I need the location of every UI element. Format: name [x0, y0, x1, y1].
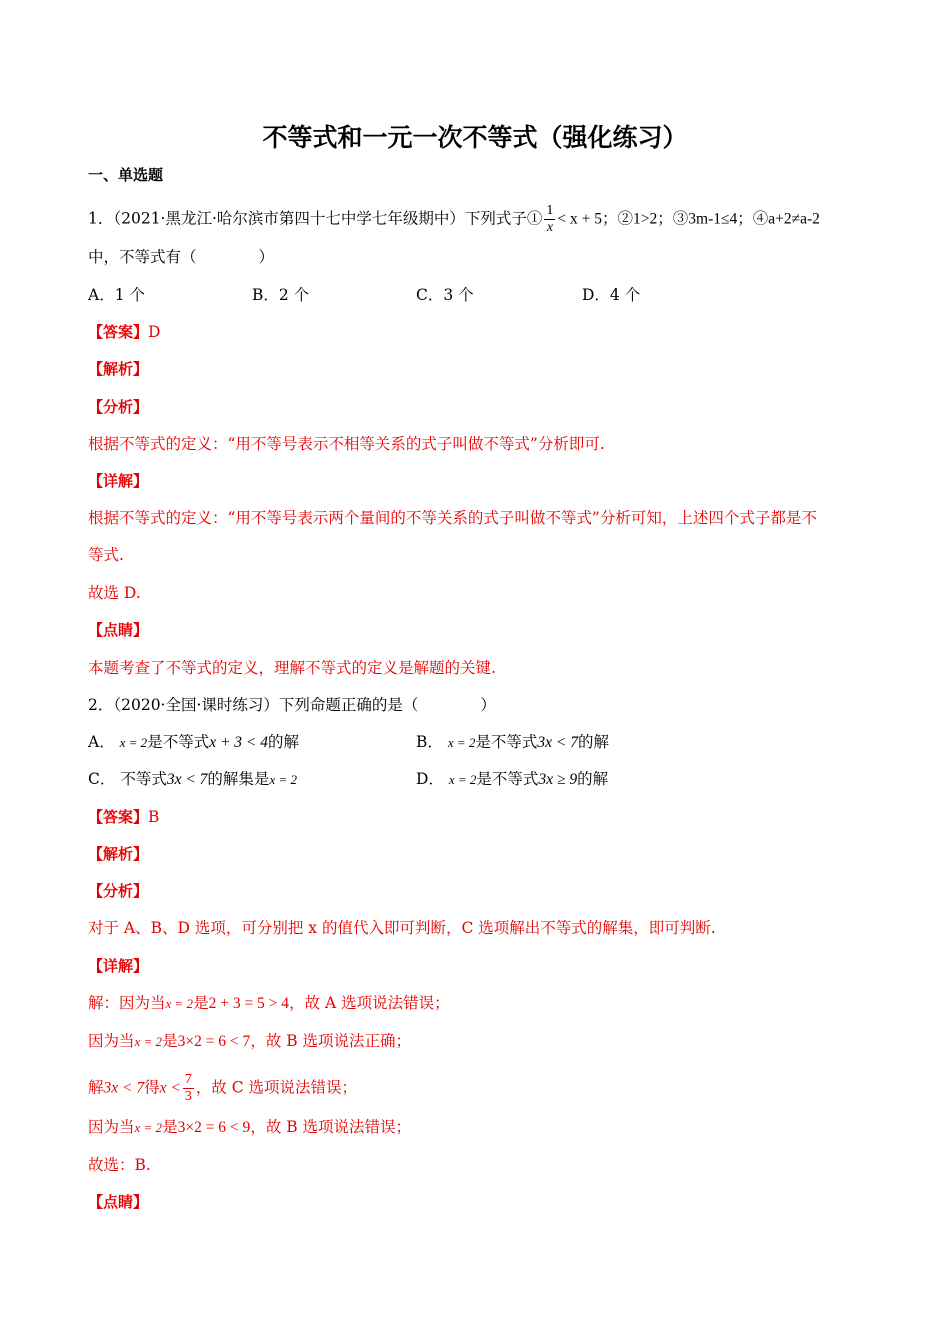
- q2-step-3-denominator: 3: [184, 1089, 192, 1104]
- q2-step-2-expr1: x = 2: [134, 1034, 163, 1049]
- q1-answer-tag: 【答案】: [88, 323, 149, 341]
- q2-dianjing-tag: 【点睛】: [88, 1193, 149, 1211]
- q2-answer-value: B: [148, 808, 160, 826]
- q2-option-c-mid: 的解集是: [207, 770, 270, 788]
- q2-option-b: [416, 732, 609, 753]
- q2-step-1-pre: 解：因为当: [88, 994, 166, 1012]
- q1-fenxi-tag: 【分析】: [88, 398, 149, 416]
- q2-option-d-end: 的解: [577, 770, 609, 788]
- q2-stem-close: ）: [480, 696, 496, 714]
- q2-option-a-end: 的解: [268, 733, 300, 751]
- q2-option-d-expr2: 3x ≥ 9: [538, 771, 578, 788]
- q1-fraction-numerator: 1: [546, 203, 554, 218]
- q2-option-b-label: B．: [416, 733, 443, 751]
- q2-option-c: [88, 769, 297, 790]
- page-title: 不等式和一元一次不等式（强化练习）: [262, 123, 688, 152]
- q2-step-1-mid: 是: [193, 994, 209, 1012]
- q2-option-a-mid: 是不等式: [147, 733, 210, 751]
- q1-jiexi-tag: 【解析】: [88, 360, 149, 378]
- q1-option-b: B．2 个: [252, 286, 310, 304]
- q2-step-2: [88, 1031, 411, 1052]
- q2-xiangjie-tag: 【详解】: [88, 957, 149, 975]
- q1-fraction: [544, 203, 555, 236]
- q2-step-3-expr2: x <: [159, 1079, 181, 1097]
- q2-step-3-end: ，故 C 选项说法错误；: [195, 1078, 358, 1097]
- q2-stem-text: 2．（2020·全国·课时练习）下列命题正确的是（: [88, 696, 419, 714]
- q2-step-4-mid: 是: [162, 1118, 178, 1136]
- section-heading: 一、单选题: [88, 166, 164, 184]
- q2-step-4-expr1: x = 2: [134, 1120, 163, 1135]
- q1-xiangjie-tag: 【详解】: [88, 472, 149, 490]
- q1-detail-3: 故选 D.: [88, 584, 141, 602]
- q2-option-b-mid: 是不等式: [475, 733, 538, 751]
- q2-option-a-expr1: x = 2: [119, 735, 148, 750]
- q1-option-a: A．1 个: [88, 286, 145, 304]
- q2-step-1: [88, 993, 450, 1014]
- q2-option-a-label: A．: [88, 733, 115, 751]
- q1-stem: [88, 203, 820, 236]
- q2-step-4-end: ，故 B 选项说法错误；: [250, 1118, 412, 1136]
- q2-option-a-expr2: x + 3 < 4: [209, 734, 269, 751]
- q2-step-1-expr1: x = 2: [165, 996, 194, 1011]
- q2-answer-tag: 【答案】: [88, 808, 149, 826]
- q2-step-2-pre: 因为当: [88, 1032, 135, 1050]
- q1-prefix: 1．（2021·黑龙江·哈尔滨市第四十七中学七年级期中）下列式子①: [88, 209, 543, 228]
- q2-stem: [88, 695, 496, 715]
- q2-analysis: 对于 A、B、D 选项，可分别把 x 的值代入即可判断，C 选项解出不等式的解集，即可判断.: [88, 919, 716, 937]
- q2-option-c-pre: 不等式: [120, 770, 167, 788]
- q2-jiexi-tag: 【解析】: [88, 845, 149, 863]
- q2-step-1-end: ，故 A 选项说法错误；: [289, 994, 450, 1012]
- q1-comment: 本题考查了不等式的定义，理解不等式的定义是解题的关键.: [88, 659, 496, 677]
- q2-option-b-expr2: 3x < 7: [537, 734, 578, 751]
- q2-option-d: [416, 769, 608, 790]
- q2-fenxi-tag: 【分析】: [88, 882, 149, 900]
- q1-answer-value: D: [148, 323, 161, 341]
- q2-step-3: [88, 1072, 357, 1105]
- q2-step-2-end: ，故 B 选项说法正确；: [250, 1032, 412, 1050]
- q2-step-3-numerator: 7: [184, 1072, 192, 1087]
- q2-option-d-mid: 是不等式: [476, 770, 539, 788]
- q1-stem-close: ）: [258, 248, 275, 266]
- q1-fraction-denominator: x: [546, 220, 554, 235]
- q2-step-3-fraction: [183, 1072, 194, 1105]
- q1-stem-line2-text: 中，不等式有（: [88, 248, 197, 266]
- q2-step-2-mid: 是: [162, 1032, 178, 1050]
- q1-answer: [88, 322, 160, 342]
- q1-detail-1: 根据不等式的定义：“用不等号表示两个量间的不等关系的式子叫做不等式”分析可知，上述四个式子都是不: [88, 509, 817, 527]
- q2-option-c-label: C．: [88, 770, 116, 788]
- q2-answer: [88, 807, 159, 827]
- q2-option-d-expr1: x = 2: [448, 772, 477, 787]
- q2-step-4: [88, 1117, 411, 1138]
- q2-step-3-pre: 解: [88, 1078, 104, 1097]
- q1-detail-2: 等式.: [88, 546, 124, 564]
- q2-option-c-expr2: x = 2: [269, 772, 297, 787]
- q2-step-3-mid: 得: [144, 1078, 160, 1097]
- q2-option-d-label: D．: [416, 770, 444, 788]
- q2-option-b-expr1: x = 2: [447, 735, 476, 750]
- q1-option-c: C．3 个: [416, 286, 474, 304]
- q2-step-3-expr1: 3x < 7: [103, 1079, 145, 1097]
- q1-dianjing-tag: 【点睛】: [88, 621, 149, 639]
- q1-analysis: 根据不等式的定义：“用不等号表示不相等关系的式子叫做不等式”分析即可.: [88, 435, 605, 453]
- q2-step-4-expr2: 3×2 = 6 < 9: [177, 1119, 251, 1136]
- q1-stem-line2: [88, 247, 274, 267]
- q2-step-5: 故选：B.: [88, 1156, 151, 1174]
- q2-step-1-expr2: 2 + 3 = 5 > 4: [208, 995, 290, 1012]
- q2-option-a: [88, 732, 299, 753]
- q2-option-b-end: 的解: [577, 733, 609, 751]
- q1-expressions: < x + 5；②1>2；③3m-1≤4；④a+2≠a-2: [557, 210, 820, 228]
- q2-step-2-expr2: 3×2 = 6 < 7: [177, 1033, 251, 1050]
- q1-option-d: D．4 个: [582, 286, 641, 304]
- q2-option-c-expr1: 3x < 7: [166, 771, 208, 788]
- q2-step-4-pre: 因为当: [88, 1118, 135, 1136]
